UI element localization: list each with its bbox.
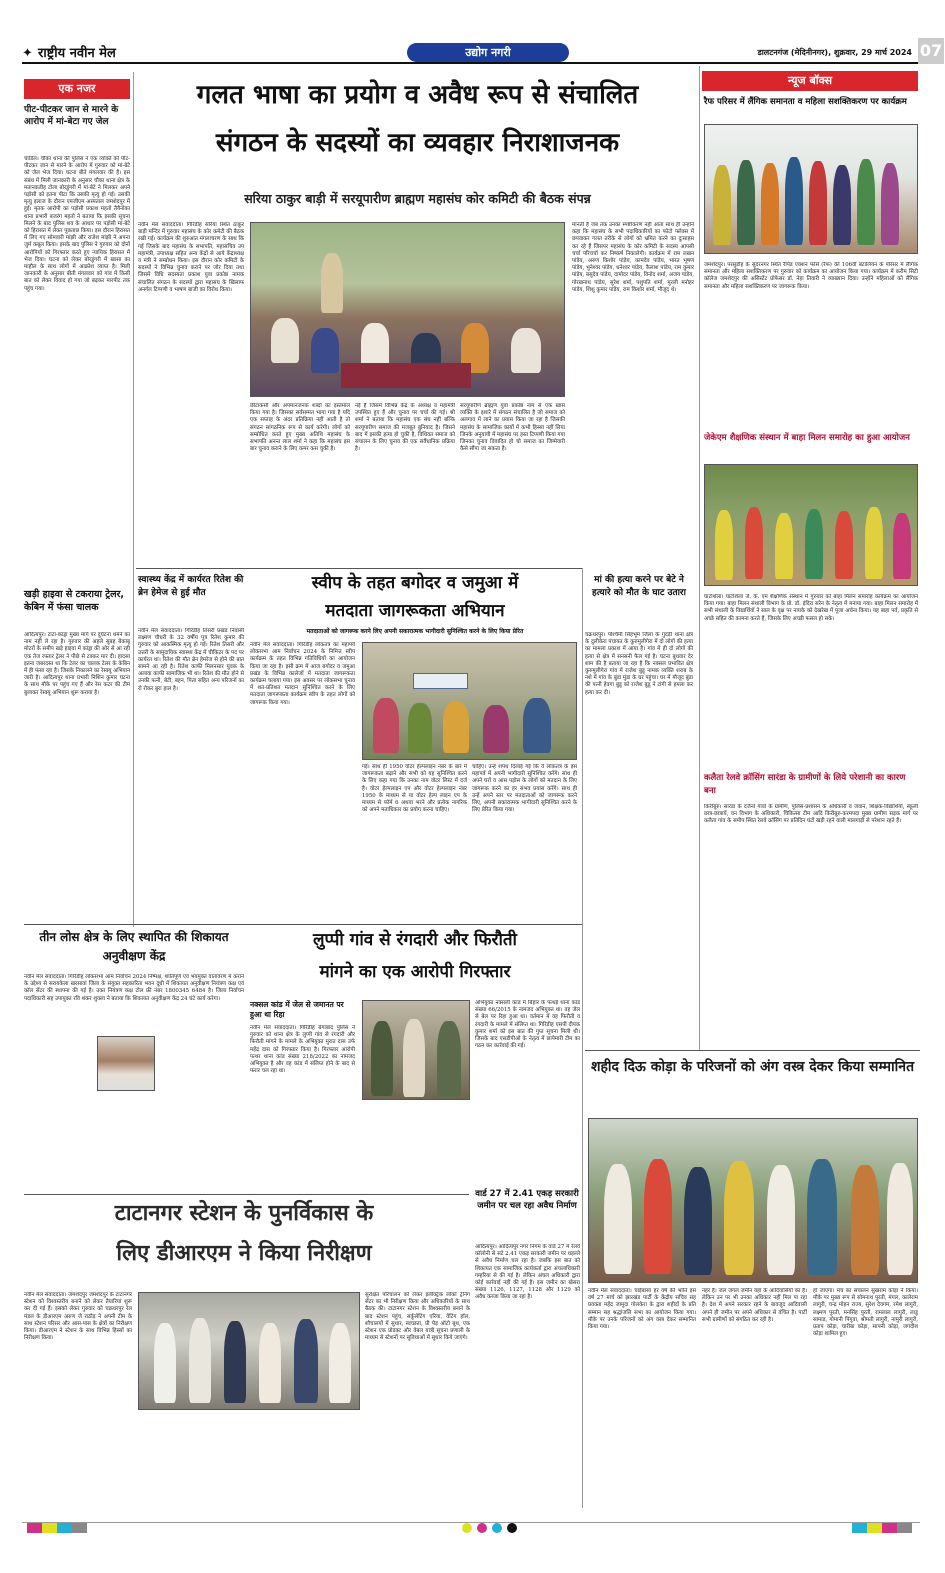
shaheed-body-col3: हो जाएगा। मंच का संचालन सुखराम कोड़ा ने किया। मौके पर मुख्य रूप से सोमनाथ पुरती, मंगल, कालेराम लागुरी, चन्द्र मोहन राज्य, सुरेश देवगम, रमेश लागुरी, लक्ष्मण पुरती, मनसिंह पुरती, रामलाल लागुरी, लाडू सामाड, गोमानी पिंगुवा, श्रीमती लागुरी, नामुरी लागुरी, प्रताप कोड़ा, चारीबा कोड़ा, सापनी कोड़ा, जगदीश कोड़ा शामिल हुए। xyxy=(813,1288,918,1338)
main-story-col4: सरयूपारीण ब्राह्मण युवा प्रकोष्ठ नाम से एक खास व्यक्ति के इशारे में संगठन संचालित है जो समाज को अलगाव में लाने का प्रयास किया जा रहा है जिसकी महासंघ के सामाजिक कार्यो में कभी हिस्सा नहीं लिया जिनके अनुयायी में महासंघ पर हस्त टिप्पणी किया गया जिनका चुनाव विवादित हो चो समाज का जिम्मेवारी कैसे सौंपा जा सकता है। xyxy=(460,403,565,453)
luppi-body: नवीन मेल संवाददाता। गिरिडीह बेंगाबाद पुलिस ने गुरुवार को थाना क्षेत्र के लुप्पी गांव से रंगदारी और फिरौती मांगने के मामले के अभियुक्त मुरात दास उर्फ महेंद्र दास को गिरफ्तार किया है। गिरफ्तार आरोपी पत्थर थाना कांड संख्या 218/2022 का नामजद अभियुक्त है और वह कांड में संलिप्त होने के बाद से फरार चल रहा था। xyxy=(250,1025,355,1075)
registration-bar xyxy=(22,1522,920,1532)
main-story-col5: मानती है जब तक उनका स्पष्टीकरण नहीं आता साथ ही उन्होंने कहा कि महासंघ के सभी पदाधिकारियों का फोटो फ्लेक्स में छपवाकर गलत तरीके से लोगों को भ्रमित करने का दुःसाहस कर रहे हैं जिसपर महासंघ के कोर कमिटी के सदस्य आपसी चर्चा परिचर्चा कर निष्कर्ष निकालेगी। कार्यक्रम में राम लखन पांडेय, अरुण किशोर पांडेय, कामदेव पांडेय, भारत भूषण पांडेय, भुनेश्वर पांडेय, धनेश्वर पांडेय, कैलाश पांडेय, राम कुमार पांडेय, बसुदेव पांडेय, दामोदर पांडेय, विनोद शर्मा, अजय पांडेय, गोरखनाथ पांडेय, सुरेश शर्मा, पशुपति शर्मा, मुरली मनोहर पांडेय, शिशु कुमार पांडेय, राम किशोर शर्मा, मौजूद थे। xyxy=(572,222,694,293)
left-story2-body: आदित्यपुर। टाटा-कांड्रा मुख्य मार्ग पर दुर्घटना थमने का नाम नहीं ले रहा है। गुरुवार की अहले सुबह बेकाबू मोटरों के समीप खड़े हाइवा में कांड्रा की ओर से आ रही एक तेज रफ्तार ट्रेलर ने पीछे से टक्कर मार दी। हादसा इतना जबरदस्त था कि टेलर का चालक टेलर के केबिन में ही फंसा रहा है। जिसके निकालने का रेस्क्यू अभियान जारी है। आदित्यपुर थाना प्रभारी निशिन कुमार घटना के साथ मौके पर पहुंच गए हैं और रेस कटर की टीम बुलाकर रेस्क्यू अभियान शुरू कराया है। xyxy=(24,632,130,696)
kalaita-body: किरीबुरु। सारंडा के दर्जनों गांवों के ग्रामीण, पुलिस-प्रशासन के अधिकारी व जवान, शिक्षक-विद्यार्थियों, स्कूली छात्र-छात्रायें, वन विभाग के अधिकारी, चिकित्सा टीम आदि किरीबुरु-करमपदा मुख्य ग्रामीण सड़क मार्ग पर कलैता गांव के समीप स्थित रेलवे क्रॉसिंग पर प्रतिदिन घंटों खड़ी रहने वाली मालगाड़ी से परेशान रहते हैं। xyxy=(704,804,918,825)
page-number: 07 xyxy=(918,38,944,64)
kalaita-headline: कलैता रेलवे क्रॉसिंग सारंडा के ग्रामीणों के लिये परेशानी का कारण बना xyxy=(704,773,906,796)
dateline: डालटनगंज (मेदिनीनगर), शुक्रवार, 29 मार्च 2024 xyxy=(757,48,912,57)
station-photo xyxy=(138,1292,360,1410)
shaheed-headline: शहीद दिऊ कोड़ा के परिजनों को अंग वस्त्र देकर किया सम्मानित xyxy=(590,1059,915,1075)
sweep-subhead: मतदाताओं को जागरूक करने लिए अपनी सकारात्मक भागीदारी सुनिश्चित करने के लिए किया प्रेरित xyxy=(306,628,524,635)
shaheed-body-col2: नहर है। जल जंगल जमीन यहां के आदिवासियों का है। लेकिन उन पर भी उनका अधिकार नहीं मिल पा रहा है। देश में अपने सरकार रहने के बावजूद आदिवासी अपने ही जमीन पर अपने अधिकार से वंचित है। पार्टी सभी ग्रामीणों को संगठित कर रही है। xyxy=(702,1288,807,1323)
tin-headline: तीन लोस क्षेत्र के लिए स्थापित की शिकायत अनुवीक्षण केंद्र xyxy=(39,930,229,963)
health-headline: स्वास्थ्य केंद्र में कार्यरत रितेश की ब्रेन हेमेज से हुई मौत xyxy=(138,575,244,598)
official-portrait xyxy=(97,1036,155,1091)
luppi-body2: अभियुक्त नक्सली कांड में बिहार के पत्थई थाना कांड संख्या 66/2015 के नामजद अभियुक्त था। वह जेल से बेल पर रिहा हुआ था। वर्तमान में वह फिरौती व रंगदारी के मामले में संलिप्त था। गिरिडीह एसपी दीपक कुमार शर्मा को इस बात की गुप्त सूचना मिली थी। जिसके बाद एसडीपीओ के नेतृत्व में छापेमारी टीम का गठन कर कार्रवाई की गई। xyxy=(475,1000,580,1050)
sweep-headline-line2: मतदाता जागरूकता अभियान xyxy=(325,601,505,621)
news-box-label: न्यूज बॉक्स xyxy=(702,71,918,91)
jkm-headline: जेकेएम शैक्षणिक संस्थान में बाहा मिलन समारोह का हुआ आयोजन xyxy=(704,433,910,443)
main-subhead: सरिया ठाकुर बाड़ी में सरयूपारीण ब्राह्मण महासंघ कोर कमिटी की बैठक संपन्न xyxy=(244,191,591,206)
main-story-col1: नवीन मेल संवाददाता। गिरिडीह सरिया स्थित ठाकुर बाड़ी मन्दिर में गुरुवार महासंघ के कोर कमेटी की बैठक रखी गई। कार्यक्रम की शुरुआत मंगलाचरण के साथ कि गई जिसके बाद महासंघ के सभापति, महासचिव उप महामंत्री, उपाध्यक्ष सहित अन्य केंद्रों से आये केंद्राध्यक्ष व मंत्री ने सम्बोधन किया। इस दौरान कोर कमिटी के सदस्यों ने विभिन्न चुनाव कराने पर जोर दिया तथा जिसमें विधि सदस्यता प्रकाश युवा प्रकोष्ठ नामक संचालित संगठन के सदस्यों द्वारा महासंघ के खिलाफ अनर्गल टिप्पणी व भाषण बाजी का विरोध किया। xyxy=(138,222,244,293)
shaheed-photo xyxy=(588,1118,918,1283)
arrest-photo xyxy=(362,1000,470,1100)
left-story2-headline: खड़ी हाइवा से टकराया ट्रेलर, केबिन में फंसा चालक xyxy=(24,589,125,613)
main-headline-line1: गलत भाषा का प्रयोग व अवैध रूप से संचालित xyxy=(196,80,639,110)
luppi-subhead: नक्सल कांड में जेल से जमानत पर हुआ था रिहा xyxy=(250,1000,344,1019)
sweep-body-col3: चाहिए। उन्हें शपथ दिलाई गई कि वे लोकतंत्र के इस महापर्व में अपनी भागीदारी सुनिश्चित करेंगे। साथ ही अपने घरों व आस पड़ोस के लोगों को मतदान के लिए जागरूक करने का हर संभव प्रयास करेंगे। साथ ही उन्हें अपने स्तर पर मतदाताओं को जागरूक करने लिए, अपनी सकारात्मक भागीदारी सुनिश्चित करने के लिए प्रेरित किया गया। xyxy=(472,764,577,814)
sweep-body-col1: नवीन मेल संवाददाता। गिरिडीह लोकतंत्र का महापर्व लोकसभा आम निर्वाचन 2024 के निमित्त स्वीप कार्यक्रम के तहत विभिन्न गतिविधियों का आयोजन किया जा रहा है। इसी क्रम में आज बगोदर व जमुआ प्रखंड के विभिन्न कालेजों में मतदाता जागरूकता कार्यक्रम चलाया गया। इस अवसर पर लोकसभा चुनाव में शत-प्रतिशत मतदान सुनिश्चित करने के लिए मतदाता जागरूकता कार्यक्रम स्वीप के तहत लोगों को जागरूक किया गया। xyxy=(250,642,355,706)
left-story1-body: चाडिल। चौका थाना की पुलिस ने एक व्यक्ति को पीट-पीटकर जान से मारने के आरोप में गुरुवार को मां-बेटे को जेल भेज दिया। घटना बीते मंगलवार की है। इस संबंध में मिली जानकारी के अनुसार चौका थाना क्षेत्र के मतानकडीह टोला बोरडुंगरी में मां-बेटे ने मिलकर अपने पड़ोसी को इतना पीटा कि उसकी मृत्यु हो गई। उसकी मृत्यु इलाज के दौरान एमजीएम अस्पताल जमशेदपुर में हुई। मृतक आरोपी का पड़ोसी प्रकाश महतो तैयैनोका थाना प्रभारी बजरंग महतो ने बताया कि इसकी सूचना मिलने के बाद पुलिस शव के आधार पर पड़ोसी मां-बेटे को हिरासत में लेकर पूछताछ किया। इस दौरान हिरासत में लिए गए सोमवारी मांझी और राजेश मांझी ने अपना जुर्म कबूल किया। इसके बाद पुलिस ने गुरुवार को दोनों आरोपियों को गिरफ्तार करते हुए न्यायिक हिरासत में भेज दिया। घटना को लेकर बोरडुंगरी में खासा का माहौल के साथ लोगों में आक्रोश व्याप्त है। मिली जानकारी के अनुसार बीती मंगलवार को गांव में किसी बात को लेकर विवाद हो गया जो बढ़कर मारपीट तक पहुंच गया। xyxy=(24,156,130,292)
meeting-photo xyxy=(250,222,565,397)
horizontal-rule xyxy=(585,1050,920,1051)
sweep-body-col2: गई। साथ ही 1950 वोटर हेल्पलाइन नंबर के बारे में जागरूकता बढ़ाने और सभी को यह सुनिश्चित करने के लिए कहा गया कि उनका नाम वोटर लिस्ट में दर्ज है। वोटर हेल्पलाइन एप और वोटर हेल्पलाइन नंबर 1950 के माध्यम से या वोटर हेल्प लाइन एप के माध्यम से फॉर्म 6 अथवा भरने और प्रत्येक नागरिक को अपने मताधिकार का प्रयोग करना चाहिए। xyxy=(362,764,467,814)
luppi-headline-line1: लुप्पी गांव से रंगदारी और फिरौती xyxy=(313,930,517,950)
horizontal-rule xyxy=(24,1194,469,1195)
tata-headline-line1: टाटानगर स्टेशन के पुनर्विकास के xyxy=(114,1201,374,1226)
main-story-col3: नई है जिसमें विभिन्न केंद्र के अध्यक्ष व महामंत्री उपस्थित हुए हैं और चुनाव पर चर्चा की गई। श्री शर्मा ने बताया कि महासंघ एक संघ नहीं बल्कि सरयूपारीण समाज की मजबूत बुनियाद है। जिसने बाद में इसकी हत्या हो चुकी है, विधिवत समाज को संचालन के लिए चुनाव की एक सर्वैधानिक प्रक्रिया है। xyxy=(355,403,455,453)
luppi-headline-line2: मांगने का एक आरोपी गिरफ्तार xyxy=(319,962,511,982)
tata-body-col2: सुरक्षित परिचालन को लेकर इलेक्ट्रिक लोको ट्रेनिंग सेंटर का भी निरीक्षण किया और अधिकारियों के साथ बैठक की। टाटानगर स्टेशन के विश्वस्तरीय बनाने के बाद स्टेशन पहुंच, सर्कुलेटिंग एरिया, वेटिंग हॉल, शौचालयों में सुधार, स्वच्छता, प्री पेड़ ऑटो बूथ, एक स्टेशन एक प्रोडक्ट और वेबल यात्री सूचना प्रणाली के माध्यम से स्टेशनों पर सुविधाओं में सुधार किये जाएंगे। xyxy=(365,1292,470,1342)
mother-headline: मां की हत्या करने पर बेटे ने हत्यारे को मौत के घाट उतारा xyxy=(592,575,686,598)
sweep-headline-line1: स्वीप के तहत बगोदर व जमुआ में xyxy=(311,573,519,593)
horizontal-rule xyxy=(136,568,582,569)
main-story-col2: छीटाकसी और अपमानजनक शब्दों का इस्तेमाल किया गया है। जिसका सर्वसम्मत भागा गया है यदि एक सप्ताह के अंदर प्रतिक्रिया नहीं आती है तो संगठन सांगठनिक रूप से कार्य करेगी। लोगों को सम्बोधित करते हुए मुख्य अतिथि महासंघ के सभापति अनन्त लाल शर्मा ने कहा कि महासंघ इस बार चुनाव कराने के लिए कमर कस चुकी है। xyxy=(250,403,350,453)
tata-headline-line2: लिए डीआरएम ने किया निरीक्षण xyxy=(116,1241,372,1266)
paper-name: राष्ट्रीय नवीन मेल xyxy=(38,46,116,61)
tin-body: नवीन मेल संवाददाता। गिरिडीह लोकसभा आम निर्वाचन 2024 निष्पक्ष, शांतिपूर्ण एवं भयमुक्त वातावरण में कराने के उद्देश्य से सरायकेला खरसावां जिला के संयुक्त सहकारिता भवन दूधी में शिकायत अनुवीक्षण नियंत्रण कक्ष एवं कॉल सेंटर की स्थापना की गई है। उक्त नियंत्रण कक्ष टोल फ्री नंबर 1800345 6484 है। जिला निर्वाचन पदाधिकारी सह उपायुक्त रवि शंकर शुक्ला ने बताया कि शिकायत अनुवीक्षण केंद्र 24 घंटे कार्य करेगा। xyxy=(24,974,244,1002)
shaheed-body-col1: नवीन मेल संवाददाता। चाईबासा हर वर्ष की भांति इस वर्ष 27 मार्च को झारखंड पार्टी के केंद्रीय सचिव सह प्रवक्ता महेंद्र जामुदा गोलकेरा के द्वारा शहीदों के प्रति सम्मान सह श्रद्धांजलि सभा का आयोजन किया गया। मौके पर उनके परिजनों को अंग वस्त्र देकर सम्मानित किया गया। xyxy=(588,1288,696,1331)
main-headline-line2: संगठन के सदस्यों का व्यवहार निराशाजनक xyxy=(215,128,620,158)
health-body: नवीन मेल संवाददाता। गिरिडीह तिसरी प्रखंड निवासी लक्ष्मण चौधरी के 32 वर्षीय पुत्र रितेश कुमार की गुरुवार को आकस्मिक मृत्यु हो गई। रितेश तिसरी और उत्तरी के सामुदायिक स्वास्थ्य केंद्र में चीकिटर के पद पर कार्यरत था। रितेश की मौत ब्रेन हेमरेज से होने की बात सामने आ रही है। रितेश काफी मिलनसार युवक के अलावा काफी सामाजिक भी था। रितेश की मौत होने से उनकी पत्नी, बेटी, बहन, पिता सहित अन्य परिजनों का रो रोकर बुरा हाल है। xyxy=(138,628,244,692)
ward-body: आदित्यपुर। आदित्यपुर नगर निगम के वार्ड 27 में रेलवे कॉलोनी से सटे 2.41 एकड़ सरकारी जमीन पर धड़ल्ले से अवैध निर्माण चल रहा है। जबकि इस बात को शिकायत एक सामाजिक कार्यकर्ता द्वारा अंचलाधिकारी गम्हरिया से की गई है। लेकिन अंचल अधिकारी द्वारा कोई कार्रवाई नहीं की गई है। इस जमीन का खेसरा संख्या 1126, 1127, 1128 और 1129 को अवैध कब्जा किया जा रहा है। xyxy=(475,1244,580,1301)
section-pill: उद्योग नगरी xyxy=(407,43,569,62)
column-rule xyxy=(133,72,134,927)
paper-logo xyxy=(22,42,172,62)
ward-headline: वार्ड 27 में 2.41 एकड़ सरकारी जमीन पर चल रहा अवैध निर्माण xyxy=(475,1189,579,1211)
sweep-photo xyxy=(362,642,577,760)
ek-nazar-label: एक नजर xyxy=(24,79,130,99)
bird-icon: ✦ xyxy=(22,46,33,61)
baha-milan-photo xyxy=(704,464,918,586)
column-rule xyxy=(699,66,700,1051)
raf-headline: रैफ परिसर में लैंगिक समानता व महिला सशक्तिकरण पर कार्यक्रम xyxy=(704,97,907,107)
masthead xyxy=(22,38,943,64)
tata-body-col1: नवीन मेल संवाददाता। जमशेदपुर जमशेदपुर के टाटानगर स्टेशन को विश्वस्तरीय बनाने को लेकर तैयारियां शुरू कर दी गई हैं। इसको लेकर गुरुवार को चक्रधरपुर रेल मंडल के डीआरएम अरुण जे राठौड़ ने अपनी टीम के साथ स्टेशन परिसर और आस-पास के क्षेत्रों का निरीक्षण किया। डीआरएम ने स्टेशन के साथ विभिन्न हिस्सों का निरीक्षण किया। xyxy=(24,1292,132,1342)
raf-body: जमशेदपुर। परसुडीह के सुंदरनगर स्थित रैपिड एक्शन फोर्स (रैफ) की 106वीं बटालियन के परिसर में लैंगिक समानता और महिला सशक्तिकरण पर गुरुवार को कार्यक्रम का आयोजन किया गया। कार्यक्रम में करीम सिटी कॉलेज जमशेदपुर की असिस्टेंट प्रोफेसर डॉ. नेहा तिवारी ने व्याख्यान दिया। उन्होंने महिलाओं को लैंगिक समानता और महिला सशक्तिकरण पर जागरूक किया। xyxy=(704,262,918,290)
baha-body: घाटशिला। घाटशिला जे. के. एम शैक्षणिक संस्थान में गुरुवार को बाहा मिलन समारोह कार्यक्रम का आयोजन किया गया। बाहा मिलन संथाली विभाग के प्रो. डॉ. इंदिरा सरेन के नेतृत्व में मनाया गया। बाहा मिलन समारोह में सभी संथाली के विद्यार्थियों ने साल के वृक्ष पर नायके को देखरेख में पूजा अर्चना किया। यह बाहा पर्व, प्रकृति से अच्छे सहित की कामना करते हैं, जिसके लिए अच्छी फसल हो सके। xyxy=(704,594,918,622)
raf-photo xyxy=(704,124,918,254)
left-story1-headline: पीट-पीटकर जान से मारने के आरोप में मां-बेटा गए जेल xyxy=(24,105,119,127)
horizontal-rule xyxy=(24,924,582,925)
mother-body: चक्रधरपुर। पश्चिमी सिंहभूम जिला के गुदड़ी थाना क्षेत्र के दुलीकेरा पंचायत के कुरुमुलीगेरा में दो लोगों की हत्या का मामला प्रकाश में आया है। गांव में ही दो लोगों की हत्या से क्षेत्र में सनसनी फैल गई है। घटना बुधवार देर शाम की है बताया जा रहा है कि नक्सल प्रभावित क्षेत्र कुरुमुलीगेरा गांव में राजेश बुडू नामक व्यक्ति शराब के नशे में गांव के बुंडा मुंडा के घर पहुंचा। घर में मौजूद बुंडा की पत्नी हेवगा बुडू को राजेश बुडू ने टांगी से हमला कर हत्या कर दी। xyxy=(585,632,693,696)
column-rule xyxy=(582,568,583,1508)
